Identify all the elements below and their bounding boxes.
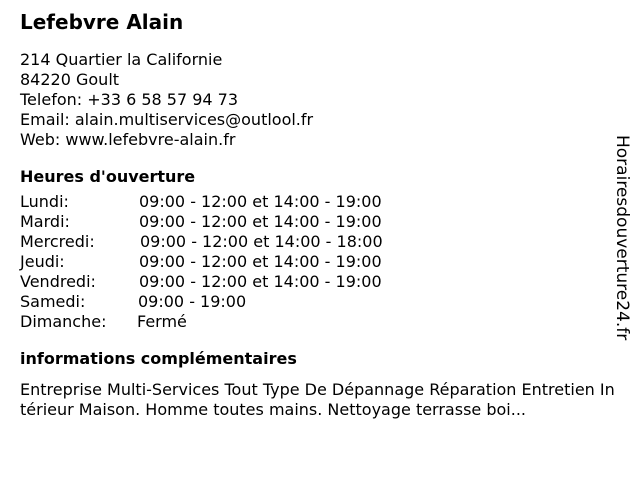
hours-day: Mercredi: bbox=[20, 232, 95, 251]
hours-time: 09:00 - 12:00 et 14:00 - 19:00 bbox=[139, 212, 382, 231]
hours-row-vendredi bbox=[20, 272, 620, 292]
address-line-2: 84220 Goult bbox=[20, 70, 120, 89]
hours-title: Heures d'ouverture bbox=[20, 167, 196, 186]
address-line-1: 214 Quartier la Californie bbox=[20, 50, 223, 69]
contact-block bbox=[20, 50, 620, 150]
hours-time: 09:00 - 12:00 et 14:00 - 19:00 bbox=[139, 192, 382, 211]
info-title: informations complémentaires bbox=[20, 349, 297, 368]
hours-row-jeudi bbox=[20, 252, 620, 272]
hours-day: Samedi: bbox=[20, 292, 86, 311]
hours-time: 09:00 - 19:00 bbox=[138, 292, 247, 311]
hours-time: Fermé bbox=[137, 312, 187, 331]
info-description: Entreprise Multi-Services Tout Type De Dépannage Réparation Entretien Intérieur Maison. Homme toutes mains. Nettoyage terrasse boi... bbox=[20, 380, 615, 419]
hours-time: 09:00 - 12:00 et 14:00 - 19:00 bbox=[139, 252, 382, 271]
site-watermark: Horairesdouverture24.fr bbox=[612, 135, 632, 341]
hours-day: Lundi: bbox=[20, 192, 69, 211]
hours-day: Vendredi: bbox=[20, 272, 96, 291]
phone-line[interactable]: Telefon: +33 6 58 57 94 73 bbox=[20, 90, 239, 109]
business-card bbox=[20, 8, 620, 420]
hours-time: 09:00 - 12:00 et 14:00 - 18:00 bbox=[140, 232, 383, 251]
hours-row-dimanche bbox=[20, 312, 620, 332]
hours-row-samedi bbox=[20, 292, 620, 312]
hours-day: Jeudi: bbox=[20, 252, 65, 271]
hours-day: Mardi: bbox=[20, 212, 70, 231]
hours-day: Dimanche: bbox=[20, 312, 107, 331]
hours-time: 09:00 - 12:00 et 14:00 - 19:00 bbox=[139, 272, 382, 291]
hours-row-lundi bbox=[20, 192, 620, 212]
hours-row-mercredi bbox=[20, 232, 620, 252]
hours-row-mardi bbox=[20, 212, 620, 232]
web-line[interactable]: Web: www.lefebvre-alain.fr bbox=[20, 130, 236, 149]
hours-table bbox=[20, 192, 620, 332]
email-line[interactable]: Email: alain.multiservices@outlool.fr bbox=[20, 110, 314, 129]
business-name: Lefebvre Alain bbox=[20, 10, 184, 34]
